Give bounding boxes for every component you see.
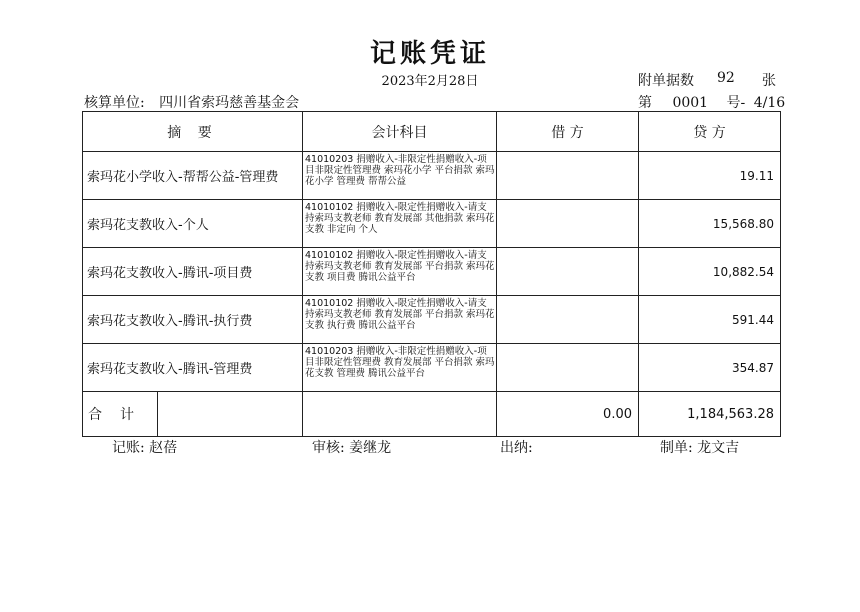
cashier-signature: 出纳: <box>500 440 533 456</box>
total-credit: 1,184,563.28 <box>639 392 781 437</box>
accounting-unit-value: 四川省索玛慈善基金会 <box>159 95 300 111</box>
row-account: 41010102 捐赠收入-限定性捐赠收入-请支持索玛支教老师 教育发展部 平台捐款 索玛花支教 项目费 腾讯公益平台 <box>303 248 497 296</box>
attachment-label: 附单据数 <box>638 73 694 89</box>
row-account: 41010203 捐赠收入-非限定性捐赠收入-项目非限定性管理费 索玛花小学 平台捐款 索玛花小学 管理费 帮帮公益 <box>303 152 497 200</box>
row-credit: 354.87 <box>639 344 781 392</box>
row-account: 41010203 捐赠收入-非限定性捐赠收入-项目非限定性管理费 教育发展部 平台捐款 索玛花支教 管理费 腾讯公益平台 <box>303 344 497 392</box>
total-label-cell <box>83 392 303 437</box>
voucher-number <box>638 92 785 112</box>
table-row <box>83 296 781 344</box>
accounting-unit <box>84 92 299 112</box>
table-row <box>83 248 781 296</box>
total-label: 合计 <box>83 392 158 436</box>
debit-header: 借 方 <box>497 112 639 152</box>
voucher-number-suffix: 号- <box>726 95 746 111</box>
row-summary: 索玛花支教收入-个人 <box>83 200 303 248</box>
attachment-count <box>638 70 776 90</box>
accounting-unit-label: 核算单位: <box>84 95 145 111</box>
preparer-signature: 制单: 龙文吉 <box>660 440 740 456</box>
row-debit <box>497 296 639 344</box>
table-row <box>83 152 781 200</box>
row-debit <box>497 200 639 248</box>
row-debit <box>497 344 639 392</box>
row-summary: 索玛花小学收入-帮帮公益-管理费 <box>83 152 303 200</box>
voucher-number-prefix: 第 <box>638 95 652 111</box>
account-header: 会计科目 <box>303 112 497 152</box>
row-account: 41010102 捐赠收入-限定性捐赠收入-请支持索玛支教老师 教育发展部 其他捐款 索玛花支教 非定向 个人 <box>303 200 497 248</box>
voucher-number-value: 0001 <box>672 95 709 111</box>
total-row <box>83 392 781 437</box>
total-account-cell <box>303 392 497 437</box>
bookkeeper-signature: 记账: 赵蓓 <box>112 440 178 456</box>
row-debit <box>497 248 639 296</box>
table-row <box>83 344 781 392</box>
voucher-title: 记账凭证 <box>369 39 490 69</box>
voucher-date: 2023年2月28日 <box>381 74 479 89</box>
row-credit: 591.44 <box>639 296 781 344</box>
voucher-page: 4/16 <box>753 95 786 111</box>
summary-header: 摘 要 <box>83 112 303 152</box>
reviewer-signature: 审核: 姜继龙 <box>312 440 392 456</box>
voucher-table <box>82 111 781 437</box>
row-summary: 索玛花支教收入-腾讯-执行费 <box>83 296 303 344</box>
attachment-unit: 张 <box>762 73 776 89</box>
total-debit: 0.00 <box>497 392 639 437</box>
row-credit: 15,568.80 <box>639 200 781 248</box>
attachment-number: 92 <box>717 70 735 86</box>
row-debit <box>497 152 639 200</box>
row-summary: 索玛花支教收入-腾讯-项目费 <box>83 248 303 296</box>
table-row <box>83 200 781 248</box>
header-row <box>83 112 781 152</box>
row-credit: 19.11 <box>639 152 781 200</box>
credit-header: 贷 方 <box>639 112 781 152</box>
row-account: 41010102 捐赠收入-限定性捐赠收入-请支持索玛支教老师 教育发展部 平台捐款 索玛花支教 执行费 腾讯公益平台 <box>303 296 497 344</box>
row-credit: 10,882.54 <box>639 248 781 296</box>
row-summary: 索玛花支教收入-腾讯-管理费 <box>83 344 303 392</box>
